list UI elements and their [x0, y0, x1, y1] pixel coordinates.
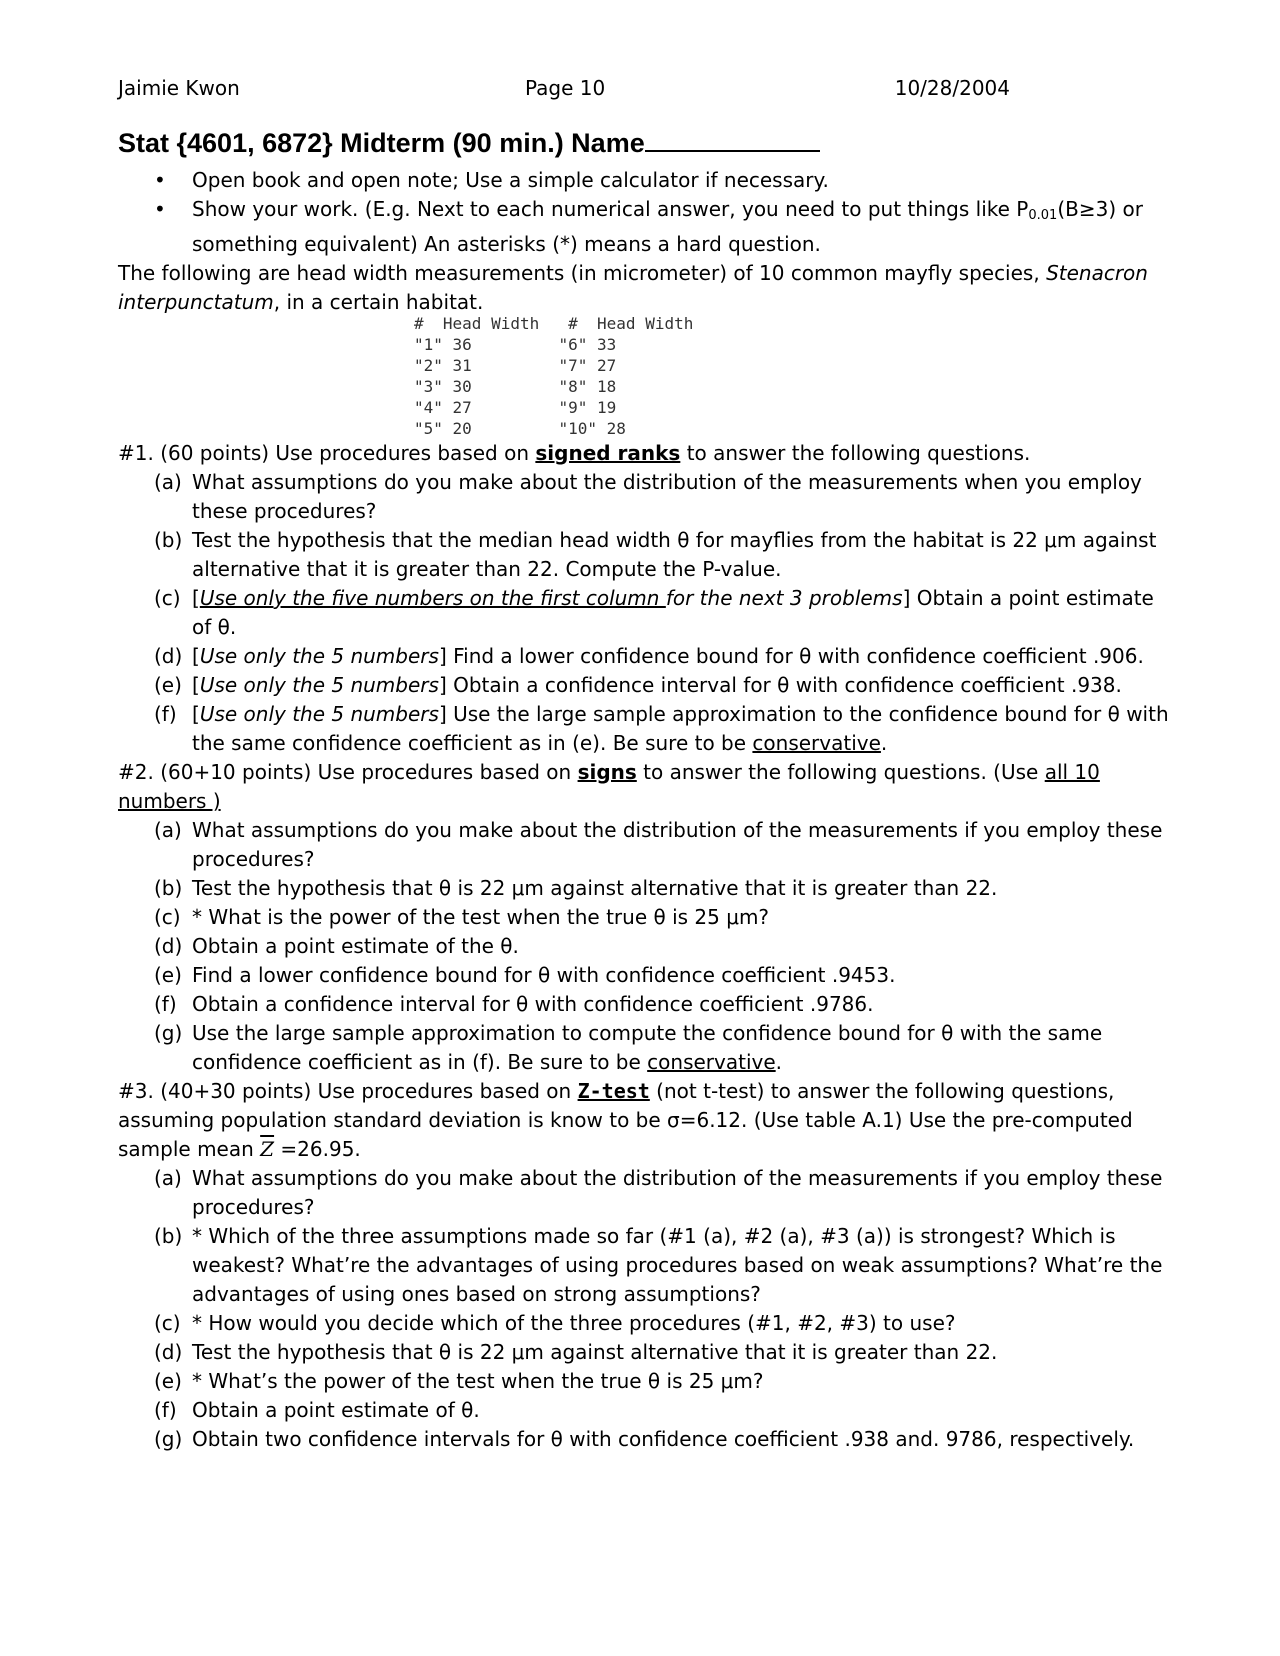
question-part: (a) What assumptions do you make about the distribution of the measurements if you employ these procedures?	[154, 818, 1163, 871]
question-part: (a) What assumptions do you make about the distribution of the measurements if you employ these procedures?	[154, 1166, 1163, 1219]
question-part: (e) * What’s the power of the test when the true θ is 25 μm?	[154, 1369, 764, 1393]
intro-paragraph: The following are head width measurements (in micrometer) of 10 common mayfly species, Stenacron interpunctatum, in a certain habitat.	[118, 261, 1148, 314]
exam-title	[118, 128, 820, 159]
exam-title-text: Stat {4601, 6872} Midterm (90 min.) Name	[118, 128, 645, 158]
question-part: (c) * How would you decide which of the three procedures (#1, #2, #3) to use?	[154, 1311, 956, 1335]
question-part: (f) [Use only the 5 numbers] Use the large sample approximation to the confidence bound for θ with the same confidence coefficient as in (e). Be sure to be conservative.	[154, 702, 1169, 755]
question-2-parts	[118, 816, 1178, 1077]
question-3: #3. (40+30 points) Use procedures based on Z-test (not t-test) to answer the following questions, assuming population standard deviation is know to be σ=6.12. (Use table A.1) Use the pre-computed sample mean $\overline{Z} =26.95$.	[118, 1079, 1133, 1161]
question-part: (e) [Use only the 5 numbers] Obtain a confidence interval for θ with confidence coefficient .938.	[154, 673, 1122, 697]
z-bar-symbol: $\overline{Z}$	[260, 1137, 275, 1161]
question-part: (g) Obtain two confidence intervals for θ with confidence coefficient .938 and. 9786, respectively.	[154, 1427, 1135, 1451]
bullet-icon: •	[154, 168, 166, 192]
instruction-item: • Show your work. (E.g. Next to each numerical answer, you need to put things like $P_{0.01}(B\ge 3)$ or something equivalent) An asterisks (*) means a hard question.	[154, 197, 1143, 256]
page-header	[118, 76, 1010, 104]
author-name: Jaimie Kwon	[118, 76, 240, 100]
question-part: (g) Use the large sample approximation to compute the confidence bound for θ with the same confidence coefficient as in (f). Be sure to be conservative.	[154, 1021, 1103, 1074]
head-width-table: # Head Width # Head Width "1" 36 "6" 33 "2" 31 "7" 27 "3" 30 "8" 18 "4" 27 "9" 19 "5" 20 "10" 28	[414, 314, 694, 438]
exam-body	[118, 166, 1178, 1454]
question-part: (d) Obtain a point estimate of the θ.	[154, 934, 519, 958]
question-1-parts	[118, 468, 1178, 758]
question-part: (b) Test the hypothesis that the median head width θ for mayflies from the habitat is 22 μm against alternative that it is greater than 22. Compute the P-value.	[154, 528, 1157, 581]
name-blank	[645, 128, 820, 152]
header-date: 10/28/2004	[894, 76, 1010, 100]
question-part: (b) * Which of the three assumptions made so far (#1 (a), #2 (a), #3 (a)) is strongest? Which is weakest? What’re the advantages of using procedures based on weak assumptions? What’re the advantages of using ones based on strong assumptions?	[154, 1224, 1163, 1306]
instruction-item: • Open book and open note; Use a simple calculator if necessary.	[118, 166, 1178, 195]
question-part: (d) [Use only the 5 numbers] Find a lower confidence bound for θ with confidence coefficient .906.	[154, 644, 1144, 668]
species-name: Stenacron interpunctatum	[118, 261, 1148, 314]
question-part: (e) Find a lower confidence bound for θ with confidence coefficient .9453.	[154, 963, 896, 987]
question-part: (a) What assumptions do you make about the distribution of the measurements when you employ these procedures?	[154, 470, 1142, 523]
bullet-icon: •	[154, 197, 166, 221]
question-part: (d) Test the hypothesis that θ is 22 μm against alternative that it is greater than 22.	[154, 1340, 998, 1364]
question-part: (b) Test the hypothesis that θ is 22 μm against alternative that it is greater than 22.	[154, 876, 998, 900]
page-number: Page 10	[525, 76, 606, 100]
question-part: (c) [Use only the five numbers on the first column for the next 3 problems] Obtain a point estimate of θ.	[154, 586, 1154, 639]
question-3-parts	[118, 1164, 1178, 1454]
question-part: (f) Obtain a point estimate of θ.	[154, 1398, 480, 1422]
question-2: #2. (60+10 points) Use procedures based on signs to answer the following questions. (Use all 10 numbers )	[118, 760, 1100, 813]
question-1: #1. (60 points) Use procedures based on signed ranks to answer the following questions.	[118, 441, 1031, 465]
question-part: (c) * What is the power of the test when the true θ is 25 μm?	[154, 905, 770, 929]
question-part: (f) Obtain a confidence interval for θ with confidence coefficient .9786.	[154, 992, 874, 1016]
instructions-list	[118, 166, 1178, 259]
